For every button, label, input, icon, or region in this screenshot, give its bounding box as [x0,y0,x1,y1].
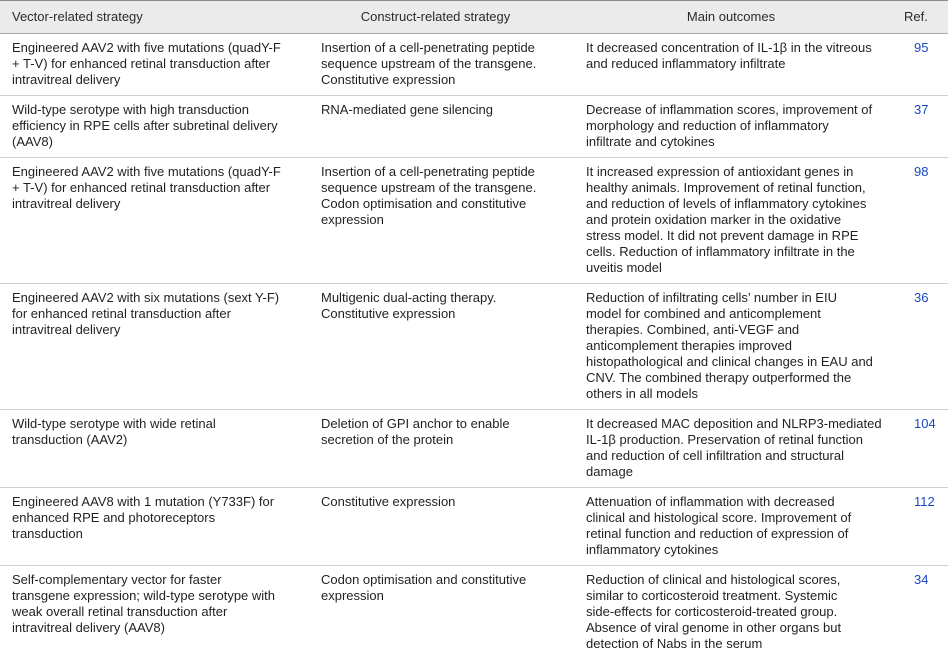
construct-strategy-cell: Insertion of a cell-penetrating peptide sequence upstream of the transgene. Codon optimisation and constitutive expression [310,158,575,284]
construct-strategy-cell: Insertion of a cell-penetrating peptide sequence upstream of the transgene. Constitutive expression [310,34,575,96]
table-body [0,34,948,660]
table-row [0,284,948,410]
main-outcomes-cell: Reduction of clinical and histological scores, similar to corticosteroid treatment. Systemic side-effects for corticosteroid-treated group. Absence of viral genome in other organs but detection of Nabs in the serum [586,572,842,651]
header-main-outcomes: Main outcomes [575,1,897,34]
ref-cell [897,34,948,96]
vector-strategy-cell: Wild-type serotype with high transduction efficiency in RPE cells after subretinal delivery (AAV8) [0,96,310,158]
vector-strategy-cell: Engineered AAV2 with five mutations (quadY-F + T-V) for enhanced retinal transduction after intravitreal delivery [0,34,310,96]
reference-link[interactable]: 36 [914,290,929,305]
reference-link[interactable]: 34 [914,572,929,587]
main-outcomes-cell: Attenuation of inflammation with decreased clinical and histological score. Improvement of retinal function and reduction of expression of inflammatory cytokines [575,488,897,566]
construct-strategy-cell: Constitutive expression [310,488,575,566]
table-row [0,34,948,96]
construct-strategy-cell: RNA-mediated gene silencing [310,96,575,158]
reference-link[interactable]: 95 [914,40,929,55]
ref-cell [897,96,948,158]
header-ref: Ref. [897,1,948,34]
main-outcomes-cell: Decrease of inflammation scores, improvement of morphology and reduction of inflammatory infiltrate and cytokines [575,96,897,158]
table-header [0,1,948,34]
table-row [0,488,948,566]
vector-strategy-cell: Engineered AAV8 with 1 mutation (Y733F) for enhanced RPE and photoreceptors transduction [0,488,310,566]
main-outcomes-cell: Reduction of infiltrating cells’ number in EIU model for combined and anticomplement therapies. Combined, anti-VEGF and anticomplement therapies improved histopathological and clinical changes in EAU and CNV. The combined therapy outperformed the others in all models [575,284,897,410]
table-row [0,566,948,660]
main-outcomes-cell: It decreased concentration of IL-1β in the vitreous and reduced inflammatory infiltrate [575,34,897,96]
ref-cell [897,488,948,566]
table-row [0,158,948,284]
table-row [0,96,948,158]
reference-link[interactable]: 104 [914,416,936,431]
vector-strategy-cell: Wild-type serotype with wide retinal transduction (AAV2) [0,410,310,488]
vector-strategy-cell: Engineered AAV2 with five mutations (quadY-F + T-V) for enhanced retinal transduction after intravitreal delivery [0,158,310,284]
reference-link[interactable]: 98 [914,164,929,179]
header-vector-strategy: Vector-related strategy [0,1,310,34]
ref-cell [897,284,948,410]
construct-strategy-cell: Deletion of GPI anchor to enable secretion of the protein [310,410,575,488]
header-row [0,1,948,34]
ref-cell [897,566,948,660]
main-outcomes-cell: It increased expression of antioxidant genes in healthy animals. Improvement of retinal function, and reduction of levels of inflammatory cytokines and protein oxidation marker in the oxidative stress model. It did not prevent damage in RPE cells. Reduction of inflammatory infiltrate in the uveitis model [575,158,897,284]
vector-strategy-cell: Engineered AAV2 with six mutations (sext Y-F) for enhanced retinal transduction after intravitreal delivery [0,284,310,410]
main-outcomes-cell: It decreased MAC deposition and NLRP3-mediated IL-1β production. Preservation of retinal function and reduction of cell infiltration and structural damage [575,410,897,488]
reference-link[interactable]: 112 [914,494,935,509]
construct-strategy-cell: Multigenic dual-acting therapy. Constitutive expression [310,284,575,410]
ref-cell [897,410,948,488]
reference-link[interactable]: 37 [914,102,929,117]
ref-cell [897,158,948,284]
table-row [0,410,948,488]
vector-strategy-cell: Self-complementary vector for faster transgene expression; wild-type serotype with weak overall retinal transduction after intravitreal delivery (AAV8) [12,572,276,635]
construct-strategy-cell: Codon optimisation and constitutive expression [321,572,527,603]
header-construct-strategy: Construct-related strategy [310,1,575,34]
